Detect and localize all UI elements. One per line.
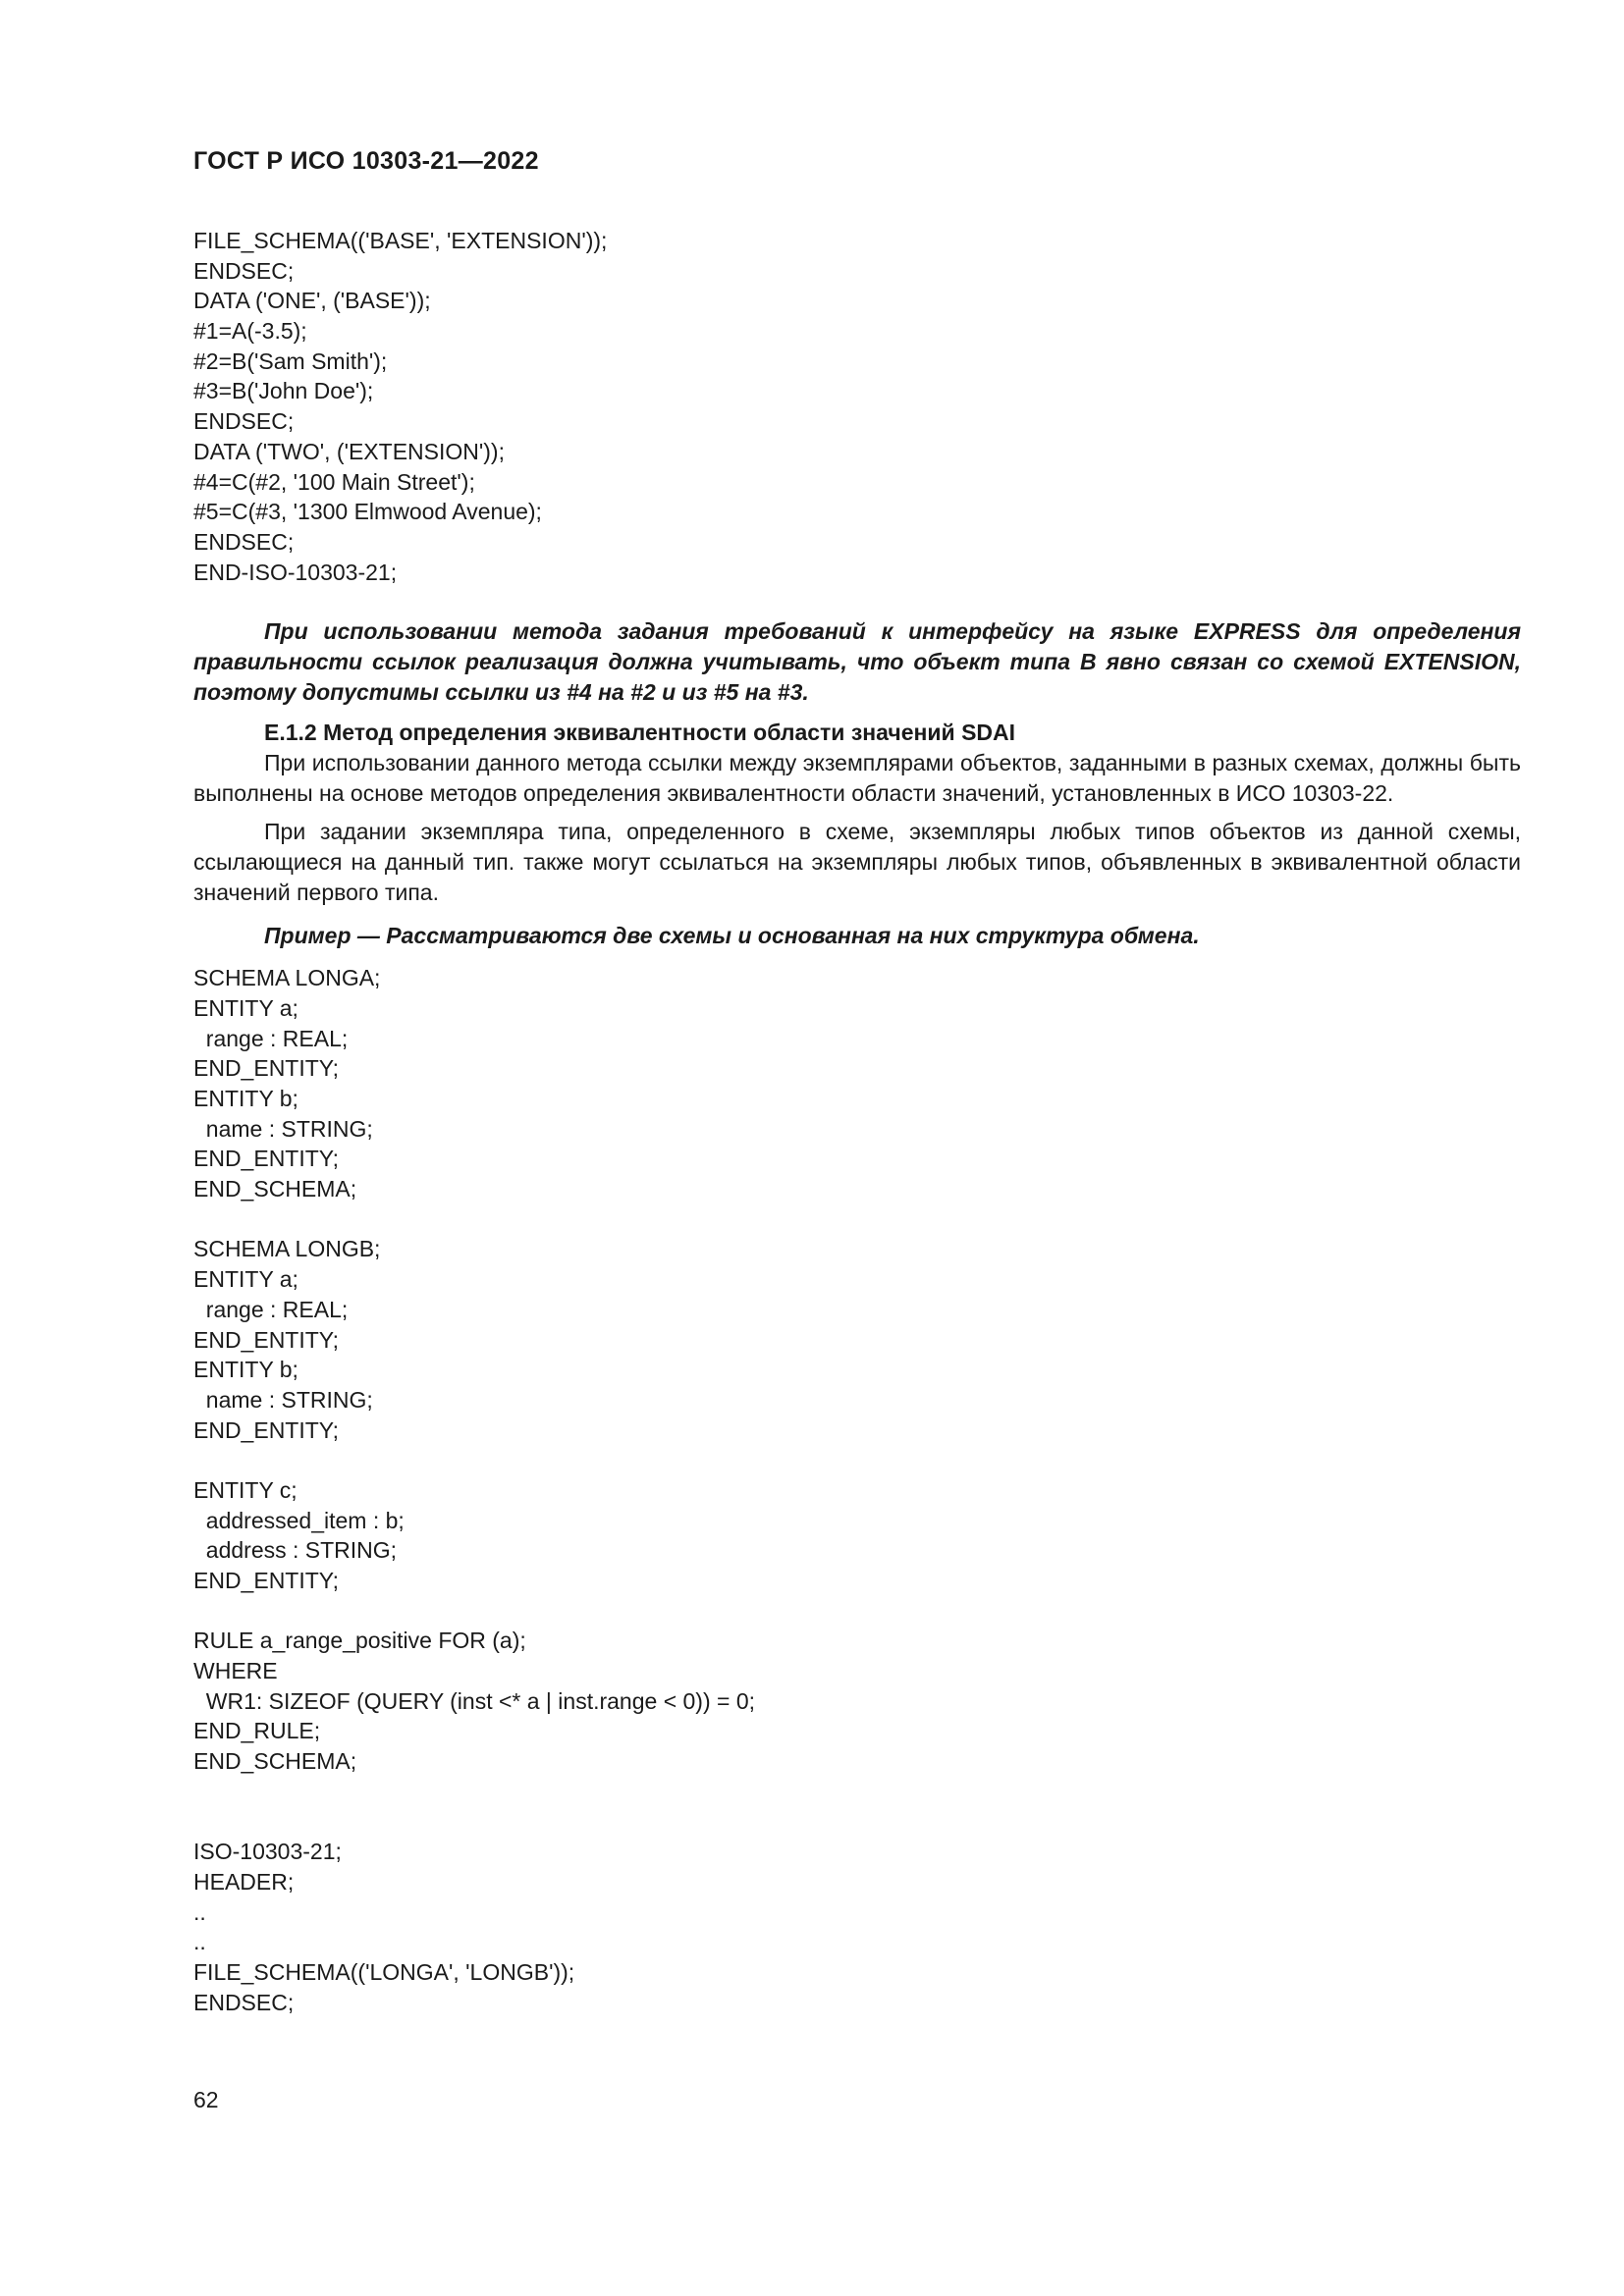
code-line [193,1445,1521,1475]
code-line: HEADER; [193,1868,295,1895]
code-line: END_ENTITY; [193,1568,340,1593]
code-line: ISO-10303-21; [193,1839,342,1865]
page-content [193,226,1521,2017]
code-line: ENDSEC; [193,1989,295,2015]
code-line: FILE_SCHEMA(('LONGA', 'LONGB')); [193,1958,575,1985]
code-line: #3=B('John Doe'); [193,378,374,404]
note-paragraph: При использовании метода задания требований к интерфейсу на языке EXPRESS для определения правильности ссылок реализация должна учитывать, что объект типа B явно связан со схемой EXTENSION, поэтому допустимы ссылки из #4 на #2 и из #5 на #3. [193,618,1521,706]
code-line [193,1777,1521,1807]
code-line: END_SCHEMA; [193,1176,357,1202]
body-paragraph-2: При задании экземпляра типа, определенного в схеме, экземпляры любых типов объектов из данной схемы, ссылающиеся на данный тип. также могут ссылаться на экземпляры любых типов, объявленных в эквивалентной области значений первого типа. [193,819,1521,906]
code-line: END_ENTITY; [193,1146,340,1172]
code-line: END_ENTITY; [193,1416,340,1443]
code-block-bottom [193,963,1521,2017]
code-line: SCHEMA LONGB; [193,1236,381,1262]
code-line: ENTITY c; [193,1476,298,1503]
code-line: #4=C(#2, '100 Main Street'); [193,468,475,495]
code-line: name : STRING; [193,1386,373,1413]
page-number: 62 [193,2087,219,2112]
code-line: END_ENTITY; [193,1326,340,1353]
example-label: Пример — Рассматриваются две схемы и основанная на них структура обмена. [264,923,1200,949]
code-line: addressed_item : b; [193,1507,405,1533]
code-line: DATA ('ONE', ('BASE')); [193,288,431,314]
code-line: ENTITY a; [193,994,298,1021]
standard-header: ГОСТ Р ИСО 10303-21—2022 [193,147,539,175]
body-paragraph-1: При использовании данного метода ссылки между экземплярами объектов, заданными в разных схемах, должны быть выполнены на основе методов определения эквивалентности области значений, установленных в ИСО 10303-22. [193,750,1521,807]
code-line: range : REAL; [193,1296,349,1322]
code-line: ENDSEC; [193,528,295,555]
code-line: address : STRING; [193,1537,398,1564]
code-line: DATA ('TWO', ('EXTENSION')); [193,438,505,464]
code-line [193,1596,1521,1627]
code-line: ENTITY b; [193,1086,298,1111]
code-line: RULE a_range_positive FOR (a); [193,1628,526,1654]
code-line: #5=C(#3, '1300 Elmwood Avenue); [193,499,542,525]
code-line [193,1204,1521,1235]
code-line: name : STRING; [193,1115,373,1142]
code-line: ENTITY a; [193,1266,298,1293]
code-line: WHERE [193,1658,278,1684]
code-line: .. [193,1929,206,1955]
code-line: END_SCHEMA; [193,1748,357,1775]
code-line: WR1: SIZEOF (QUERY (inst <* a | inst.range < 0)) = 0; [193,1687,756,1714]
section-heading: E.1.2 Метод определения эквивалентности области значений SDAI [264,720,1016,746]
code-line: ENTITY b; [193,1357,298,1383]
code-line: #1=A(-3.5); [193,318,307,345]
code-block-top [193,226,1521,587]
code-line: range : REAL; [193,1025,349,1051]
code-line: FILE_SCHEMA(('BASE', 'EXTENSION')); [193,228,608,253]
code-line: END-ISO-10303-21; [193,559,398,585]
code-line: ENDSEC; [193,408,295,435]
code-line [193,1807,1521,1838]
code-line: SCHEMA LONGA; [193,965,381,991]
code-line: .. [193,1898,206,1925]
code-line: ENDSEC; [193,257,295,284]
code-line: END_ENTITY; [193,1055,340,1082]
code-line: #2=B('Sam Smith'); [193,347,388,374]
code-line: END_RULE; [193,1718,321,1744]
